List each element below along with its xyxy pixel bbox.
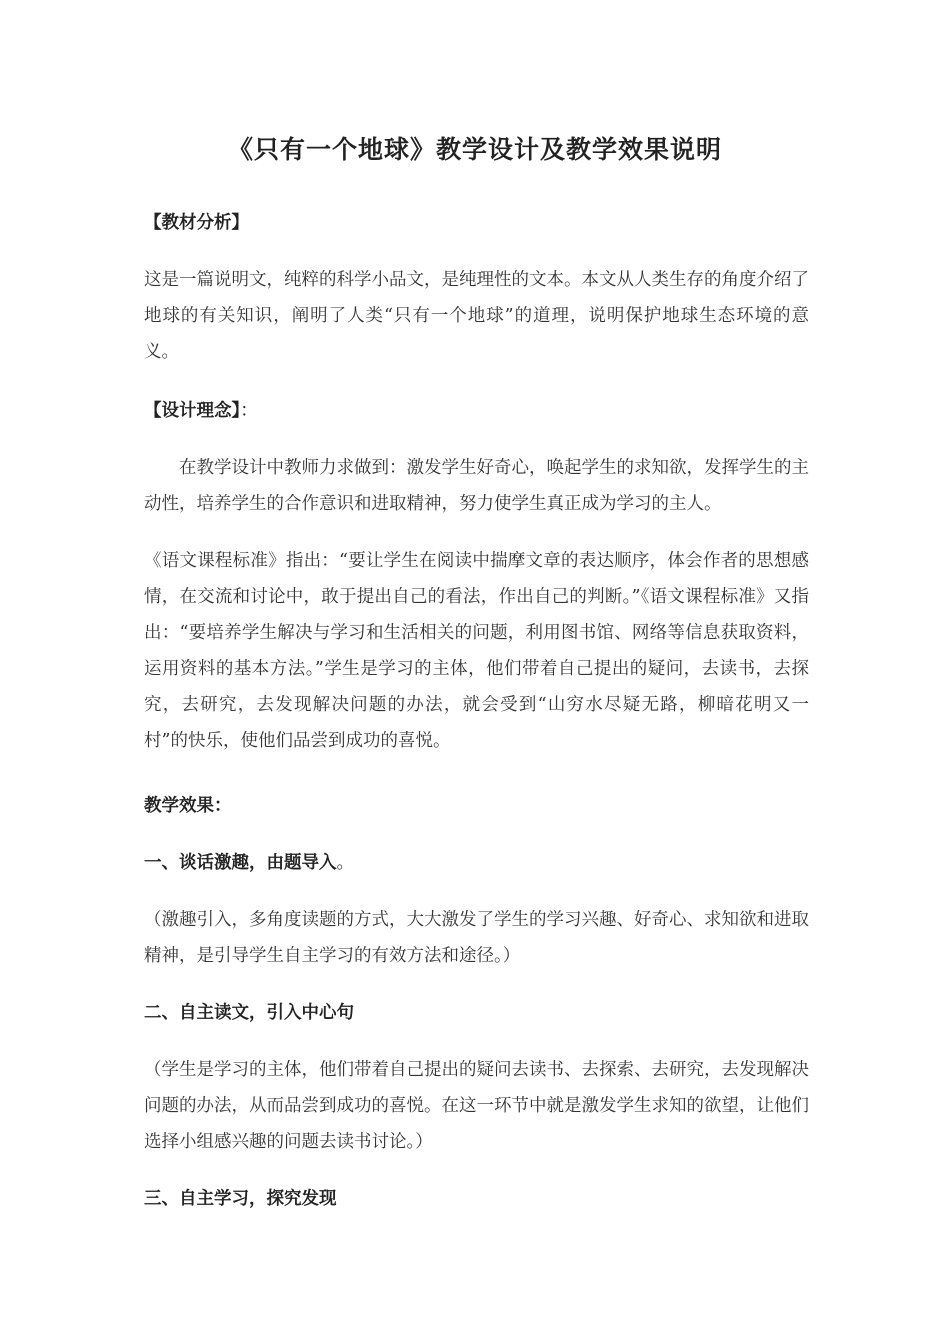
step-one-text: （激趣引入，多角度读题的方式，大大激发了学生的学习兴趣、好奇心、求知欲和进取精神，是引导学生自主学习的有效方法和途径。） (144, 910, 809, 966)
document-title: 《只有一个地球》教学设计及教学效果说明 (227, 135, 722, 164)
step-one-heading-label: 一、谈话激趣，由题导入 (144, 853, 337, 873)
material-analysis-heading: 【教材分析】 (144, 213, 249, 233)
design-concept-heading (144, 393, 809, 429)
step-one-heading (144, 845, 809, 881)
curriculum-standard-text: 《语文课程标准》指出：“要让学生在阅读中揣摩文章的表达顺序，体会作者的思想感情，在交流和讨论中，敢于提出自己的看法，作出自己的判断。”《语文课程标准》又指出：“要培养学生解决与学习和生活相关的问题，利用图书馆、网络等信息获取资料，运用资料的基本方法。”学生是学习的主体，他们带着自己提出的疑问，去读书，去探究，去研究，去发现解决问题的办法，就会受到“山穷水尽疑无路，柳暗花明又一村”的快乐，使他们品尝到成功的喜悦。 (144, 551, 809, 751)
design-concept-heading-colon: ： (240, 401, 258, 421)
step-one-heading-period: 。 (336, 853, 354, 873)
material-analysis-text: 这是一篇说明文，纯粹的科学小品文，是纯理性的文本。本文从人类生存的角度介绍了地球的有关知识，阐明了人类“只有一个地球”的道理，说明保护地球生态环境的意义。 (144, 270, 809, 362)
teaching-effect-heading: 教学效果： (144, 796, 232, 816)
step-two-heading: 二、自主读文，引入中心句 (144, 1003, 354, 1023)
step-three-heading: 三、自主学习，探究发现 (144, 1189, 337, 1209)
step-two-text: （学生是学习的主体，他们带着自己提出的疑问去读书、去探索、去研究，去发现解决问题的办法，从而品尝到成功的喜悦。在这一环节中就是激发学生求知的欲望，让他们选择小组感兴趣的问题去读书讨论。） (144, 1060, 809, 1152)
design-concept-heading-label: 【设计理念】 (144, 401, 241, 421)
design-concept-text: 在教学设计中教师力求做到：激发学生好奇心，唤起学生的求知欲，发挥学生的主动性，培养学生的合作意识和进取精神，努力使学生真正成为学习的主人。 (144, 458, 809, 514)
